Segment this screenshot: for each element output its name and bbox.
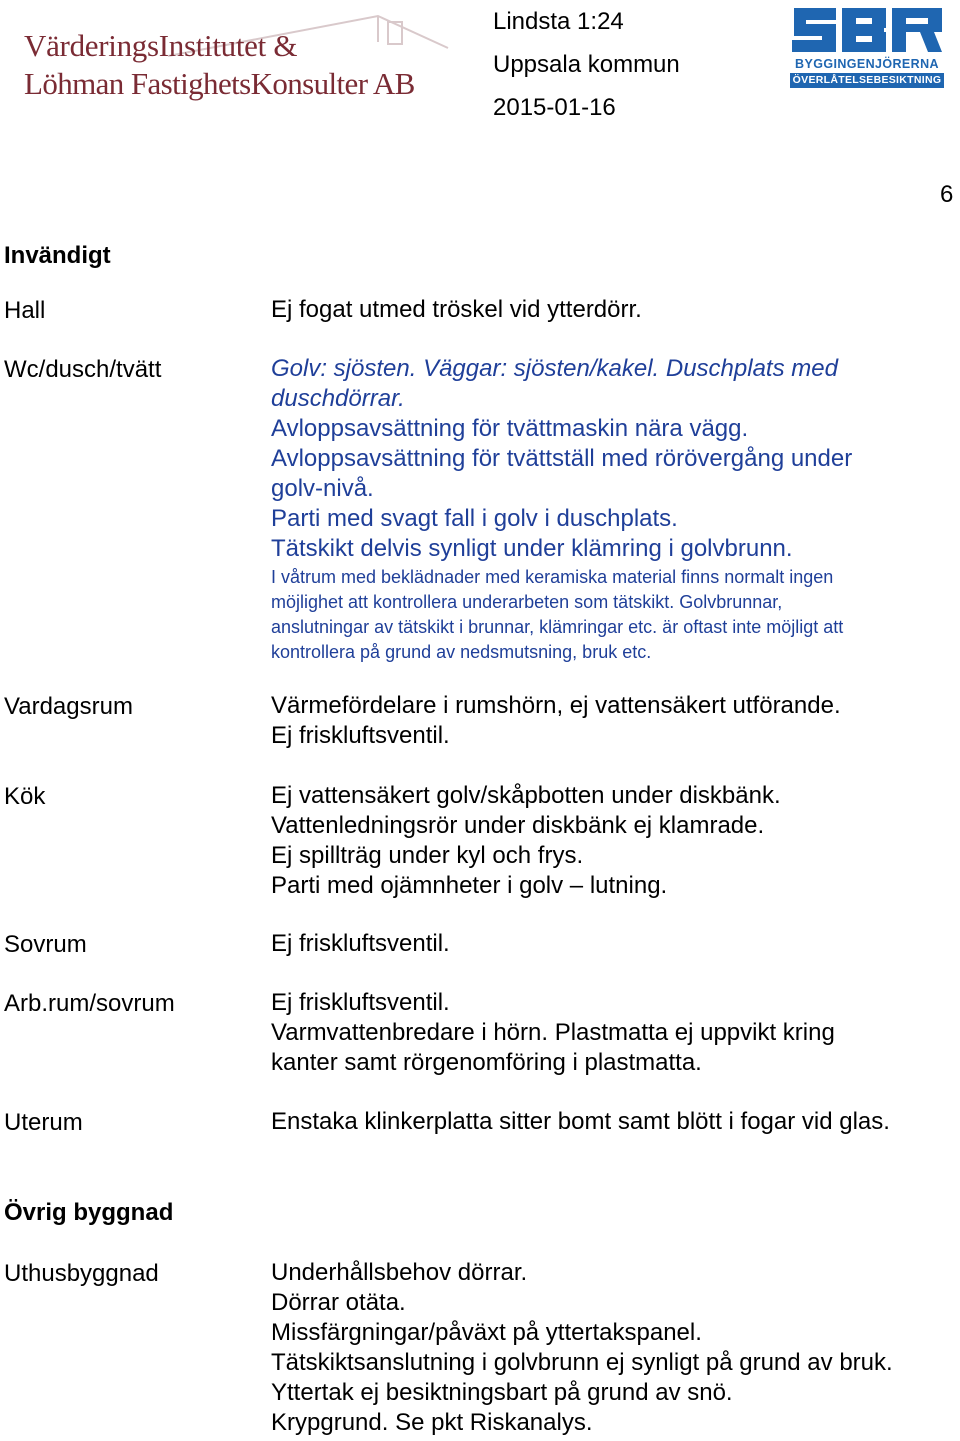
property-designation: Lindsta 1:24 bbox=[493, 8, 624, 35]
company-name-line1: VärderingsInstitutet & bbox=[24, 28, 298, 63]
room-notes-kok bbox=[271, 781, 951, 901]
disclaimer-line: anslutningar av tätskikt i brunnar, klämringar etc. är oftast inte möjligt att bbox=[271, 617, 844, 637]
room-label-vardagsrum: Vardagsrum bbox=[4, 693, 133, 720]
note-line: Ej fogat utmed tröskel vid ytterdörr. bbox=[271, 296, 642, 323]
note-line: Ej vattensäkert golv/skåpbotten under diskbänk. bbox=[271, 782, 781, 809]
note-line: Yttertak ej besiktningsbart på grund av snö. bbox=[271, 1379, 733, 1406]
municipality: Uppsala kommun bbox=[493, 51, 680, 78]
room-label-sovrum: Sovrum bbox=[4, 931, 87, 958]
company-name-line2: Löhman FastighetsKonsulter AB bbox=[24, 66, 415, 101]
note-line: Avloppsavsättning för tvättställ med rörövergång under bbox=[271, 445, 853, 472]
note-line: Missfärgningar/påväxt på yttertakspanel. bbox=[271, 1319, 702, 1346]
note-line: Avloppsavsättning för tvättmaskin nära vägg. bbox=[271, 415, 749, 442]
note-line: duschdörrar. bbox=[271, 385, 405, 412]
room-label-wc: Wc/dusch/tvätt bbox=[4, 356, 162, 383]
room-label-uthus: Uthusbyggnad bbox=[4, 1260, 159, 1287]
report-date: 2015-01-16 bbox=[493, 94, 616, 121]
room-label-hall: Hall bbox=[4, 297, 46, 324]
company-logo bbox=[18, 8, 458, 106]
room-notes-sovrum bbox=[271, 929, 951, 959]
page-number: 6 bbox=[940, 181, 954, 208]
disclaimer-line: kontrollera på grund av nedsmutsning, bruk etc. bbox=[271, 642, 652, 662]
room-notes-uterum bbox=[271, 1107, 951, 1137]
room-notes-uthus bbox=[271, 1258, 951, 1438]
note-line: Dörrar otäta. bbox=[271, 1289, 406, 1316]
note-line: Ej friskluftsventil. bbox=[271, 989, 450, 1016]
note-line: Ej spillträg under kyl och frys. bbox=[271, 842, 584, 869]
note-line: Varmvattenbredare i hörn. Plastmatta ej uppvikt kring bbox=[271, 1019, 835, 1046]
note-line: Vattenledningsrör under diskbänk ej klamrade. bbox=[271, 812, 765, 839]
disclaimer-line: I våtrum med beklädnader med keramiska material finns normalt ingen bbox=[271, 567, 834, 587]
sbr-subtitle: ÖVERLÅTELSEBESIKTNING bbox=[790, 73, 944, 88]
note-line: Tätskikt delvis synligt under klämring i golvbrunn. bbox=[271, 535, 793, 562]
wet-room-disclaimer bbox=[271, 565, 951, 665]
note-line: kanter samt rörgenomföring i plastmatta. bbox=[271, 1049, 702, 1076]
note-line: Tätskiktsanslutning i golvbrunn ej synligt på grund av bruk. bbox=[271, 1349, 893, 1376]
room-notes-hall bbox=[271, 295, 951, 325]
section-heading-indoor: Invändigt bbox=[4, 242, 111, 269]
note-line: golv-nivå. bbox=[271, 475, 374, 502]
room-notes-arbrum bbox=[271, 988, 951, 1078]
note-line: Parti med svagt fall i golv i duschplats. bbox=[271, 505, 678, 532]
note-line: Krypgrund. Se pkt Riskanalys. bbox=[271, 1409, 593, 1436]
room-notes-vardagsrum bbox=[271, 691, 951, 751]
disclaimer-line: möjlighet att kontrollera underarbeten som tätskikt. Golvbrunnar, bbox=[271, 592, 783, 612]
section-heading-other: Övrig byggnad bbox=[4, 1199, 174, 1226]
note-line: Enstaka klinkerplatta sitter bomt samt blött i fogar vid glas. bbox=[271, 1108, 890, 1135]
sbr-logo bbox=[786, 4, 948, 90]
note-line: Golv: sjösten. Väggar: sjösten/kakel. Duschplats med bbox=[271, 355, 838, 382]
sbr-letters-icon bbox=[786, 4, 948, 56]
note-line: Ej friskluftsventil. bbox=[271, 722, 450, 749]
room-label-uterum: Uterum bbox=[4, 1109, 83, 1136]
room-label-kok: Kök bbox=[4, 783, 46, 810]
note-line: Underhållsbehov dörrar. bbox=[271, 1259, 528, 1286]
note-line: Parti med ojämnheter i golv – lutning. bbox=[271, 872, 668, 899]
room-label-arbrum: Arb.rum/sovrum bbox=[4, 990, 175, 1017]
note-line: Värmefördelare i rumshörn, ej vattensäkert utförande. bbox=[271, 692, 841, 719]
sbr-name: BYGGINGENJÖRERNA bbox=[795, 57, 939, 71]
note-line: Ej friskluftsventil. bbox=[271, 930, 450, 957]
room-notes-wc bbox=[271, 354, 951, 564]
